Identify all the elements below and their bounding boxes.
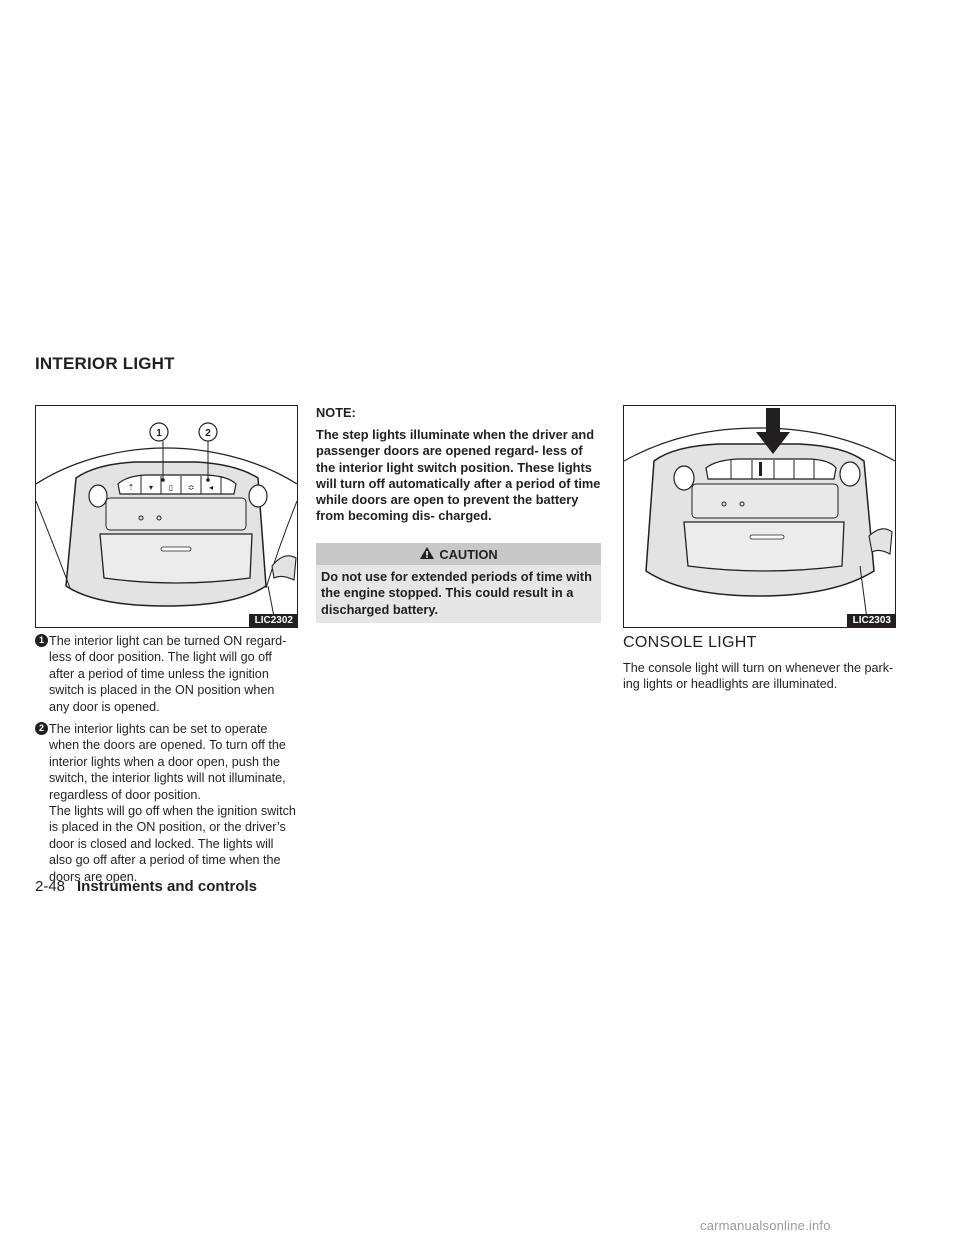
list-item (35, 721, 298, 885)
svg-text:▾: ▾ (148, 483, 154, 492)
section-title: INTERIOR LIGHT (35, 354, 175, 373)
console-light-body: The console light will turn on whenever the park- ing lights or headlights are illuminated. (623, 661, 894, 692)
figure-id: LIC2302 (249, 614, 297, 627)
caution-heading: CAUTION (439, 546, 498, 562)
svg-text:▯: ▯ (168, 483, 174, 492)
item-text: The lights will go off when the ignition switch is placed in the ON position, or the driver’s door is closed and locked. The lights will also go off after a period of time when the doors are open. (49, 804, 296, 884)
item-text: The interior lights can be set to operate when the doors are opened. To turn off the interior lights when a door open, push the switch, the interior lights will not illuminate, regardless of door position. (49, 722, 286, 802)
caution-box (316, 543, 601, 623)
item-text: The interior light can be turned ON regard- less of door position. The light will go off after a period of time unless the ignition switch is placed in the ON position when any door is opened. (49, 634, 287, 714)
caution-header (316, 543, 601, 565)
svg-text:◂: ◂ (208, 483, 214, 492)
list-item (35, 633, 298, 715)
caution-body: Do not use for extended periods of time with the engine stopped. This could result in a discharged battery. (316, 565, 601, 623)
figure-id: LIC2303 (847, 614, 895, 627)
figure-console-light (623, 405, 896, 628)
overhead-console-illustration (36, 406, 297, 627)
footer-section-title: Instruments and controls (77, 878, 258, 895)
warning-triangle-icon (419, 546, 435, 563)
console-light-heading: CONSOLE LIGHT (623, 634, 757, 651)
svg-text:⇡: ⇡ (127, 483, 135, 492)
watermark: carmanualsonline.info (700, 1218, 831, 1233)
item-number-badge: 1 (35, 634, 48, 647)
note-heading: NOTE: (316, 405, 356, 420)
svg-text:≎: ≎ (187, 483, 195, 492)
page-number: 2-48 (35, 878, 66, 895)
figure-callout-2: 2 (205, 428, 211, 439)
figure-callout-1: 1 (156, 428, 162, 439)
note-body: The step lights illuminate when the driver and passenger doors are opened regard- less of the interior light switch position. These lights will turn off automatically after a period of time while doors are open to prevent the battery from becoming dis- charged. (316, 427, 601, 524)
figure-interior-light-switches (35, 405, 298, 628)
console-light-illustration (624, 406, 895, 627)
item-number-badge: 2 (35, 722, 48, 735)
